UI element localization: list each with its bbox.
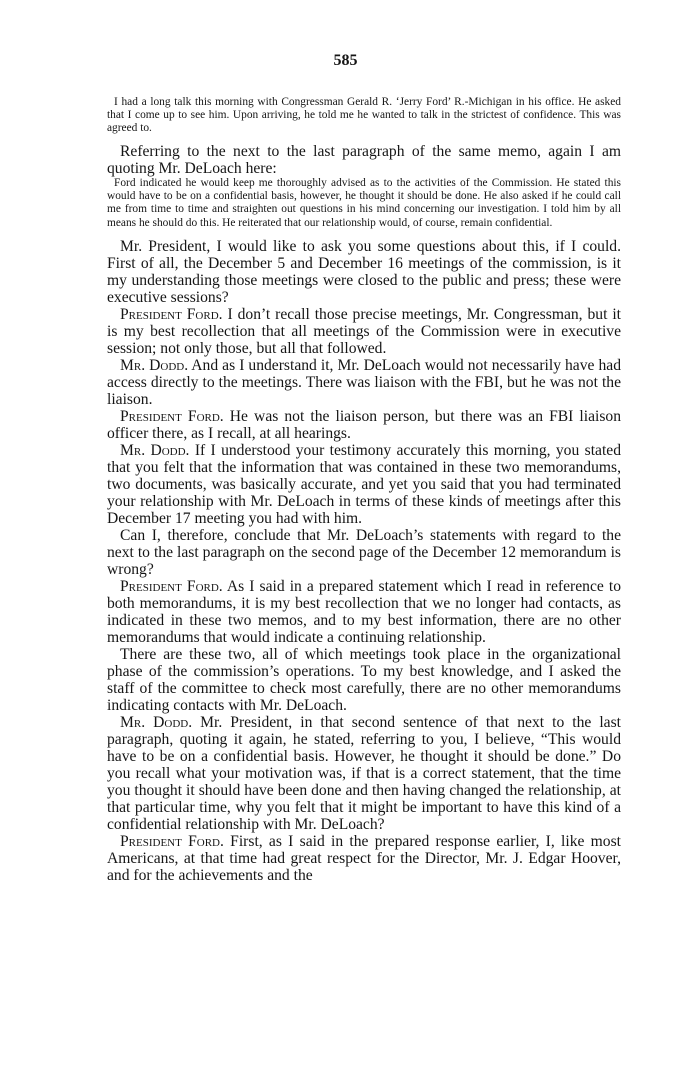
paragraph [107,442,621,527]
paragraph [107,527,621,578]
paragraph-text: Can I, therefore, conclude that Mr. DeLoach’s statements with regard to the next to the last paragraph on the second page of the December 12 memorandum is wrong? [107,526,621,578]
speaker-name: Mr. Dodd. [120,441,190,459]
paragraph-text: As I said in a prepared statement which I read in reference to both memorandums, it is my best recollection that we no longer had contacts, as indicated in these two memos, and to my best information, there are no other memorandums that would indicate a continuing relationship. [107,577,621,646]
paragraph [107,578,621,646]
speaker-name: Mr. Dodd. [120,713,193,731]
paragraph-text: There are these two, all of which meetings took place in the organizational phase of the commission’s operations. To my best knowledge, and I asked the staff of the committee to check most carefully, there are no other memorandums indicating contacts with Mr. DeLoach. [107,645,621,714]
speaker-name: President Ford. [120,832,224,850]
paragraph-text: First, as I said in the prepared response earlier, I, like most Americans, at that time had great respect for the Director, Mr. J. Edgar Hoover, and for the achievements and the [107,832,622,884]
quoted-memo-excerpt [107,177,621,229]
paragraph-text: And as I understand it, Mr. DeLoach would not necessarily have had access directly to the meetings. There was liaison with the FBI, but he was not the liaison. [107,356,621,408]
speaker-name: President Ford. [120,577,223,595]
paragraph-text: Mr. President, I would like to ask you some questions about this, if I could. First of all, the December 5 and December 16 meetings of the commission, is it my understanding those meetings were closed to the public and press; these were executive sessions? [107,237,621,306]
paragraph [107,143,621,177]
paragraph [107,306,621,357]
quote-text: I had a long talk this morning with Congressman Gerald R. ‘Jerry Ford’ R.-Michigan in his office. He asked that I come up to see him. Upon arriving, he told me he wanted to talk in the strictest of confidence. This was agreed to. [107,96,621,135]
paragraph-text: Referring to the next to the last paragraph of the same memo, again I am quoting Mr. DeLoach here: [107,143,621,178]
quoted-memo-excerpt [107,96,621,135]
speaker-name: President Ford. [120,305,223,323]
paragraph-text: He was not the liaison person, but there was an FBI liaison officer there, as I recall, at all hearings. [107,407,621,442]
speaker-name: Mr. Dodd. [120,356,189,374]
paragraph-text: If I understood your testimony accurately this morning, you stated that you felt that the information that was contained in these two memorandums, two documents, was basically accurate, and yet you said that you had terminated your relationship with Mr. DeLoach in terms of these kinds of meetings after this December 17 meeting you had with him. [107,441,621,527]
paragraph-text: Mr. President, in that second sentence of that next to the last paragraph, quoting it again, he stated, referring to you, I believe, “This would have to be on a confidential basis. However, he thought it should be done.” Do you recall what your motivation was, if that is a correct statement, that the time you thought it should have been done and then having changed the relationship, at that particular time, why you felt that it might be important to have this kind of a confidential relationship with Mr. DeLoach? [107,713,621,833]
quote-text: Ford indicated he would keep me thoroughly advised as to the activities of the Commission. He stated this would have to be on a confidential basis, however, he thought it should be done. He also asked if he could call me from time to time and straighten out questions in his mind concerning our investigation. I told him by all means he should do this. He reiterated that our relationship would, of course, remain confidential. [107,177,621,229]
paragraph [107,646,621,714]
paragraph-text: I don’t recall those precise meetings, Mr. Congressman, but it is my best recollection that all meetings of the Commission were in executive session; not only those, but all that followed. [107,305,622,357]
paragraph [107,238,621,306]
page-number: 585 [333,52,358,69]
speaker-name: President Ford. [120,407,224,425]
paragraph [107,357,621,408]
paragraph [107,714,621,833]
paragraph [107,408,621,442]
paragraph [107,833,621,884]
page-body [107,96,621,884]
